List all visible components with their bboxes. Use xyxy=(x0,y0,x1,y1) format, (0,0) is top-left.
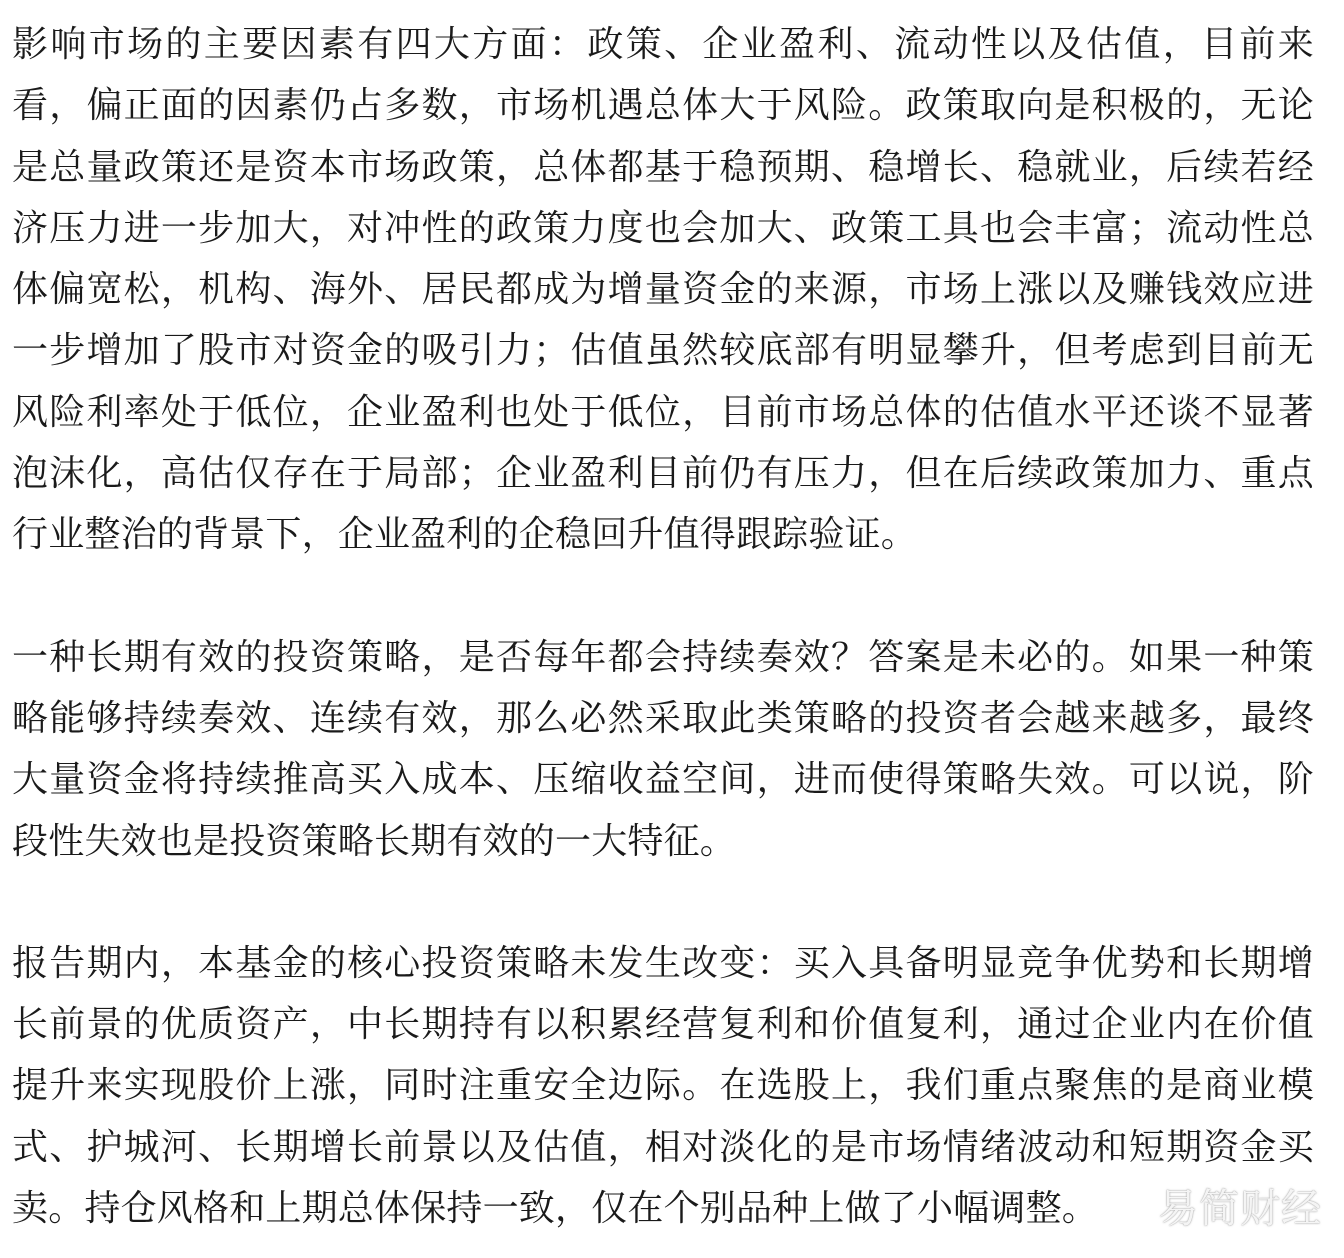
watermark-logo: 易简财经 xyxy=(1158,1186,1322,1232)
paragraph-market-factors: 影响市场的主要因素有四大方面：政策、企业盈利、流动性以及估值，目前来看，偏正面的因素仍占多数，市场机遇总体大于风险。政策取向是积极的，无论是总量政策还是资本市场政策，总体都基于稳预期、稳增长、稳就业，后续若经济压力进一步加大，对冲性的政策力度也会加大、政策工具也会丰富；流动性总体偏宽松，机构、海外、居民都成为增量资金的来源，市场上涨以及赚钱效应进一步增加了股市对资金的吸引力；估值虽然较底部有明显攀升，但考虑到目前无风险利率处于低位，企业盈利也处于低位，目前市场总体的估值水平还谈不显著泡沫化，高估仅存在于局部；企业盈利目前仍有压力，但在后续政策加力、重点行业整治的背景下，企业盈利的企稳回升值得跟踪验证。 xyxy=(12,24,1314,556)
article-body xyxy=(12,14,1314,1239)
paragraph-fund-strategy: 报告期内，本基金的核心投资策略未发生改变：买入具备明显竞争优势和长期增长前景的优质资产，中长期持有以积累经营复利和价值复利，通过企业内在价值提升来实现股价上涨，同时注重安全边际。在选股上，我们重点聚焦的是商业模式、护城河、长期增长前景以及估值，相对淡化的是市场情绪波动和短期资金买卖。持仓风格和上期总体保持一致，仅在个别品种上做了小幅调整。 xyxy=(12,942,1314,1230)
paragraph-strategy-effectiveness: 一种长期有效的投资策略，是否每年都会持续奏效？答案是未必的。如果一种策略能够持续奏效、连续有效，那么必然采取此类策略的投资者会越来越多，最终大量资金将持续推高买入成本、压缩收益空间，进而使得策略失效。可以说，阶段性失效也是投资策略长期有效的一大特征。 xyxy=(12,636,1314,862)
